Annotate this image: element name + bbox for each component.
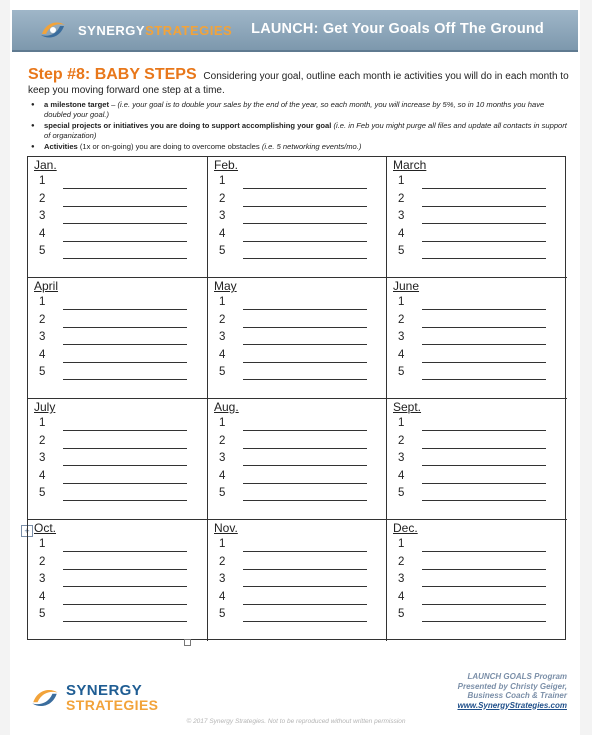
blank-rule[interactable] <box>243 223 367 224</box>
line-number: 3 <box>398 452 405 464</box>
entry-line[interactable] <box>39 417 189 434</box>
line-number: 4 <box>39 469 46 482</box>
month-cell <box>208 399 387 520</box>
line-number: 4 <box>39 590 46 603</box>
page-left-margin <box>0 0 10 735</box>
month-label: July <box>34 400 56 414</box>
blank-rule[interactable] <box>243 344 367 345</box>
line-number: 2 <box>398 192 405 205</box>
entry-line[interactable] <box>39 452 189 469</box>
line-number: 2 <box>219 313 226 326</box>
entry-line[interactable] <box>398 366 548 383</box>
entry-line[interactable] <box>39 349 189 366</box>
line-number: 3 <box>39 331 46 343</box>
entry-line[interactable] <box>39 366 189 383</box>
entry-line[interactable] <box>39 245 189 262</box>
blank-rule[interactable] <box>422 551 546 552</box>
footer-brand-part1: SYNERGY <box>66 682 143 699</box>
blank-rule[interactable] <box>422 362 546 363</box>
entry-line[interactable] <box>398 228 548 245</box>
blank-rule[interactable] <box>422 223 546 224</box>
month-cell <box>387 157 567 278</box>
line-number: 2 <box>398 555 405 568</box>
line-number: 4 <box>219 348 226 361</box>
entry-line[interactable] <box>398 573 548 590</box>
line-number: 4 <box>398 590 405 603</box>
month-cell <box>208 278 387 399</box>
month-label: Jan. <box>34 158 57 172</box>
entry-line[interactable] <box>39 470 189 487</box>
entry-line[interactable] <box>398 193 548 210</box>
line-number: 1 <box>219 417 226 429</box>
line-number: 1 <box>219 175 226 187</box>
blank-rule[interactable] <box>422 379 546 380</box>
blank-rule[interactable] <box>422 586 546 587</box>
line-number: 3 <box>398 331 405 343</box>
entry-line[interactable] <box>219 487 369 504</box>
bullet-text: (1x or on-going) you are doing to overcome obstacles <box>77 142 262 151</box>
entry-line[interactable] <box>39 314 189 331</box>
line-number: 2 <box>398 434 405 447</box>
line-number: 5 <box>398 487 405 499</box>
line-number: 3 <box>219 331 226 343</box>
entry-line[interactable] <box>39 193 189 210</box>
blank-rule[interactable] <box>63 621 187 622</box>
line-number: 4 <box>398 348 405 361</box>
blank-rule[interactable] <box>63 483 187 484</box>
line-number: 3 <box>219 573 226 585</box>
entry-line[interactable] <box>398 296 548 313</box>
entry-line[interactable] <box>219 591 369 608</box>
blank-rule[interactable] <box>63 327 187 328</box>
entry-line[interactable] <box>39 296 189 313</box>
line-number: 2 <box>219 434 226 447</box>
line-number: 1 <box>398 175 405 187</box>
blank-rule[interactable] <box>422 465 546 466</box>
entry-line[interactable] <box>219 193 369 210</box>
blank-rule[interactable] <box>422 621 546 622</box>
header-title: LAUNCH: Get Your Goals Off The Ground <box>251 21 544 37</box>
entry-line[interactable] <box>398 245 548 262</box>
line-number: 1 <box>39 538 46 550</box>
entry-line[interactable] <box>398 175 548 192</box>
synergy-logo-icon <box>38 16 68 44</box>
blank-rule[interactable] <box>422 258 546 259</box>
blank-rule[interactable] <box>63 551 187 552</box>
blank-rule[interactable] <box>422 206 546 207</box>
line-number: 2 <box>398 313 405 326</box>
line-number: 2 <box>39 434 46 447</box>
bullet-activities <box>28 142 568 152</box>
program-name: LAUNCH GOALS Program <box>467 672 567 681</box>
line-number: 5 <box>398 245 405 257</box>
blank-rule[interactable] <box>243 604 367 605</box>
blank-rule[interactable] <box>243 551 367 552</box>
entry-line[interactable] <box>398 331 548 348</box>
entry-line[interactable] <box>398 210 548 227</box>
entry-line[interactable] <box>39 556 189 573</box>
blank-rule[interactable] <box>63 569 187 570</box>
line-number: 2 <box>39 192 46 205</box>
line-number: 1 <box>39 296 46 308</box>
line-number: 5 <box>398 366 405 378</box>
bullet-bold: special projects or initiatives you are doing to support accomplishing your goal <box>44 121 332 130</box>
month-cell <box>387 520 567 641</box>
entry-line[interactable] <box>219 331 369 348</box>
entry-line[interactable] <box>39 573 189 590</box>
bullet-example: (i.e. 5 networking events/mo.) <box>261 142 362 151</box>
entry-line[interactable] <box>398 556 548 573</box>
blank-rule[interactable] <box>243 483 367 484</box>
entry-line[interactable] <box>398 591 548 608</box>
line-number: 2 <box>39 555 46 568</box>
entry-line[interactable] <box>219 435 369 452</box>
month-label: April <box>34 279 59 293</box>
copyright-notice: © 2017 Synergy Strategies. Not to be reproduced without written permission <box>186 718 406 725</box>
blank-rule[interactable] <box>243 309 367 310</box>
line-number: 4 <box>219 469 226 482</box>
presenter: Presented by Christy Geiger, <box>457 681 567 691</box>
blank-rule[interactable] <box>63 344 187 345</box>
entry-line[interactable] <box>398 452 548 469</box>
line-number: 1 <box>398 296 405 308</box>
line-number: 1 <box>219 538 226 550</box>
entry-line[interactable] <box>219 175 369 192</box>
bullet-example: (i.e. your goal is to double your sales by the end of the year, so each month, you will increase by 5%, so in 10 months you have doubled your goal.) <box>44 100 545 119</box>
line-number: 3 <box>219 452 226 464</box>
table-move-handle-icon[interactable]: + <box>21 525 33 537</box>
blank-rule[interactable] <box>243 258 367 259</box>
month-label: Aug. <box>214 400 239 414</box>
line-number: 3 <box>219 210 226 222</box>
month-cell <box>208 157 387 278</box>
brand-part1: SYNERGY <box>78 23 146 38</box>
bullet-special-projects <box>28 121 568 141</box>
entry-line[interactable] <box>398 470 548 487</box>
entry-line[interactable] <box>398 435 548 452</box>
page-right-margin <box>580 0 592 735</box>
blank-rule[interactable] <box>243 448 367 449</box>
blank-rule[interactable] <box>63 206 187 207</box>
entry-line[interactable] <box>219 228 369 245</box>
entry-line[interactable] <box>219 210 369 227</box>
entry-line[interactable] <box>39 608 189 625</box>
entry-line[interactable] <box>219 349 369 366</box>
entry-line[interactable] <box>39 228 189 245</box>
bullet-bold: a milestone target <box>44 100 109 109</box>
entry-line[interactable] <box>398 349 548 366</box>
month-cell <box>28 278 208 399</box>
step-title: Step #8: BABY STEPS <box>28 66 197 83</box>
entry-line[interactable] <box>398 314 548 331</box>
blank-rule[interactable] <box>63 586 187 587</box>
line-number: 5 <box>39 487 46 499</box>
entry-line[interactable] <box>398 417 548 434</box>
line-number: 4 <box>398 227 405 240</box>
line-number: 1 <box>398 538 405 550</box>
blank-rule[interactable] <box>422 327 546 328</box>
entry-line[interactable] <box>219 573 369 590</box>
blank-rule[interactable] <box>63 500 187 501</box>
bullet-example: (i.e. in Feb you might purge all files and update all contacts in support of organization) <box>44 121 567 140</box>
entry-line[interactable] <box>219 470 369 487</box>
blank-rule[interactable] <box>63 379 187 380</box>
blank-rule[interactable] <box>422 604 546 605</box>
blank-rule[interactable] <box>63 258 187 259</box>
bullet-separator: – <box>109 100 118 109</box>
line-number: 5 <box>219 245 226 257</box>
blank-rule[interactable] <box>422 188 546 189</box>
bullet-milestone <box>28 100 568 120</box>
blank-rule[interactable] <box>243 206 367 207</box>
entry-line[interactable] <box>219 417 369 434</box>
month-cell <box>28 399 208 520</box>
blank-rule[interactable] <box>422 483 546 484</box>
line-number: 4 <box>219 227 226 240</box>
blank-rule[interactable] <box>243 500 367 501</box>
monthly-planning-table <box>27 156 566 640</box>
blank-rule[interactable] <box>63 362 187 363</box>
bullet-bold: Activities <box>44 142 78 151</box>
line-number: 1 <box>219 296 226 308</box>
month-cell <box>387 399 567 520</box>
line-number: 3 <box>39 573 46 585</box>
blank-rule[interactable] <box>63 465 187 466</box>
website-link[interactable]: www.SynergyStrategies.com <box>457 700 567 710</box>
blank-rule[interactable] <box>243 621 367 622</box>
line-number: 3 <box>39 210 46 222</box>
step-heading <box>28 68 573 98</box>
line-number: 5 <box>398 608 405 620</box>
line-number: 5 <box>219 608 226 620</box>
entry-line[interactable] <box>39 591 189 608</box>
blank-rule[interactable] <box>243 586 367 587</box>
line-number: 3 <box>398 573 405 585</box>
line-number: 1 <box>39 417 46 429</box>
entry-line[interactable] <box>39 210 189 227</box>
month-label: Feb. <box>214 158 239 172</box>
brand-part2: STRATEGIES <box>145 23 233 38</box>
blank-rule[interactable] <box>422 241 546 242</box>
blank-rule[interactable] <box>243 362 367 363</box>
month-label: Oct. <box>34 521 57 535</box>
line-number: 1 <box>39 175 46 187</box>
entry-line[interactable] <box>219 296 369 313</box>
month-cell <box>387 278 567 399</box>
entry-line[interactable] <box>39 331 189 348</box>
line-number: 4 <box>219 590 226 603</box>
month-cell <box>28 520 208 641</box>
blank-rule[interactable] <box>63 309 187 310</box>
blank-rule[interactable] <box>243 465 367 466</box>
entry-line[interactable] <box>39 175 189 192</box>
month-label: March <box>393 158 427 172</box>
blank-rule[interactable] <box>63 604 187 605</box>
entry-line[interactable] <box>39 435 189 452</box>
instruction-list <box>28 100 568 153</box>
header-brand <box>78 23 232 38</box>
month-label: Nov. <box>214 521 238 535</box>
footer-brand-part2: STRATEGIES <box>66 697 159 713</box>
blank-rule[interactable] <box>422 569 546 570</box>
line-number: 3 <box>39 452 46 464</box>
line-number: 1 <box>398 417 405 429</box>
blank-rule[interactable] <box>243 241 367 242</box>
table-resize-handle[interactable] <box>184 639 191 646</box>
entry-line[interactable] <box>398 487 548 504</box>
line-number: 5 <box>219 487 226 499</box>
entry-line[interactable] <box>219 314 369 331</box>
entry-line[interactable] <box>39 487 189 504</box>
entry-line[interactable] <box>219 556 369 573</box>
line-number: 4 <box>398 469 405 482</box>
blank-rule[interactable] <box>63 223 187 224</box>
blank-rule[interactable] <box>63 188 187 189</box>
blank-rule[interactable] <box>422 344 546 345</box>
line-number: 5 <box>39 608 46 620</box>
entry-line[interactable] <box>219 452 369 469</box>
blank-rule[interactable] <box>243 430 367 431</box>
line-number: 4 <box>39 227 46 240</box>
line-number: 2 <box>39 313 46 326</box>
month-cell <box>208 520 387 641</box>
entry-line[interactable] <box>39 538 189 555</box>
program-credits <box>457 672 567 710</box>
entry-line[interactable] <box>219 245 369 262</box>
blank-rule[interactable] <box>422 500 546 501</box>
entry-line[interactable] <box>219 538 369 555</box>
blank-rule[interactable] <box>243 327 367 328</box>
blank-rule[interactable] <box>422 309 546 310</box>
line-number: 5 <box>39 366 46 378</box>
blank-rule[interactable] <box>422 448 546 449</box>
entry-line[interactable] <box>398 608 548 625</box>
entry-line[interactable] <box>398 538 548 555</box>
line-number: 2 <box>219 555 226 568</box>
blank-rule[interactable] <box>243 569 367 570</box>
month-cell <box>28 157 208 278</box>
entry-line[interactable] <box>219 608 369 625</box>
blank-rule[interactable] <box>63 448 187 449</box>
line-number: 2 <box>219 192 226 205</box>
blank-rule[interactable] <box>63 430 187 431</box>
footer-brand <box>66 684 158 712</box>
blank-rule[interactable] <box>243 379 367 380</box>
presenter-role: Business Coach & Trainer <box>467 691 567 700</box>
line-number: 5 <box>39 245 46 257</box>
month-label: June <box>393 279 420 293</box>
entry-line[interactable] <box>219 366 369 383</box>
page-header <box>12 10 578 52</box>
line-number: 4 <box>39 348 46 361</box>
month-label: May <box>214 279 237 293</box>
month-label: Dec. <box>393 521 418 535</box>
line-number: 5 <box>219 366 226 378</box>
line-number: 3 <box>398 210 405 222</box>
blank-rule[interactable] <box>63 241 187 242</box>
step-intro: Considering your goal, outline each month ie activities you will do in each month to keep you moving forward one step at a time. <box>28 71 569 96</box>
synergy-logo-footer-icon <box>29 683 61 713</box>
month-label: Sept. <box>393 400 422 414</box>
blank-rule[interactable] <box>422 430 546 431</box>
blank-rule[interactable] <box>243 188 367 189</box>
